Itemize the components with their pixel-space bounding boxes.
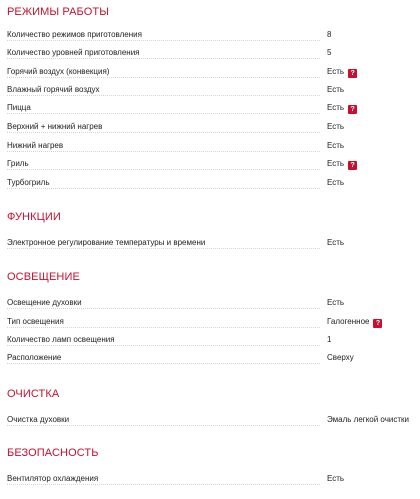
row-separator (7, 363, 320, 364)
spec-value: Есть ? (327, 159, 357, 170)
spec-label: Влажный горячий воздух (7, 85, 100, 94)
section-title: ФУНКЦИИ (7, 211, 61, 223)
help-icon[interactable]: ? (348, 161, 357, 170)
spec-label: Очистка духовки (7, 415, 70, 424)
spec-label: Вентилятор охлаждения (7, 474, 99, 483)
spec-value: Есть (327, 238, 345, 247)
section-title: РЕЖИМЫ РАБОТЫ (7, 6, 110, 18)
spec-row (0, 353, 420, 367)
help-icon[interactable]: ? (348, 69, 357, 78)
row-separator (7, 40, 320, 41)
spec-value: Есть (327, 298, 345, 307)
spec-row (0, 415, 420, 429)
spec-value: Сверху (327, 353, 354, 362)
spec-row (0, 103, 420, 117)
section-title: ОСВЕЩЕНИЕ (7, 271, 80, 283)
row-separator (7, 308, 320, 309)
spec-label: Тип освещения (7, 317, 64, 326)
spec-row (0, 141, 420, 155)
spec-row (0, 238, 420, 252)
help-icon[interactable]: ? (373, 319, 382, 328)
row-separator (7, 425, 320, 426)
row-separator (7, 169, 320, 170)
spec-value: Есть ? (327, 67, 357, 78)
row-separator (7, 58, 320, 59)
section-title: БЕЗОПАСНОСТЬ (7, 447, 99, 459)
row-separator (7, 151, 320, 152)
spec-row (0, 30, 420, 44)
spec-value: Есть (327, 85, 345, 94)
spec-row (0, 178, 420, 192)
spec-value: Есть ? (327, 103, 357, 114)
spec-label: Количество уровней приготовления (7, 48, 140, 57)
row-separator (7, 484, 320, 485)
spec-label: Нижний нагрев (7, 141, 64, 150)
row-separator (7, 188, 320, 189)
spec-row (0, 48, 420, 62)
row-separator (7, 95, 320, 96)
spec-row (0, 85, 420, 99)
spec-value: Есть (327, 474, 345, 483)
spec-label: Верхний + нижний нагрев (7, 122, 103, 131)
spec-row (0, 122, 420, 136)
spec-label: Количество ламп освещения (7, 335, 115, 344)
spec-label: Электронное регулирование температуры и времени (7, 238, 206, 247)
spec-label: Горячий воздух (конвекция) (7, 67, 110, 76)
spec-label: Пицца (7, 103, 31, 112)
spec-row (0, 159, 420, 173)
spec-row (0, 298, 420, 312)
spec-label: Турбогриль (7, 178, 50, 187)
spec-row (0, 67, 420, 81)
spec-value: 1 (327, 335, 332, 344)
spec-row (0, 474, 420, 488)
spec-value: Есть (327, 122, 345, 131)
spec-value: 5 (327, 48, 332, 57)
spec-value: Есть (327, 178, 345, 187)
spec-label: Освещение духовки (7, 298, 82, 307)
row-separator (7, 345, 320, 346)
row-separator (7, 113, 320, 114)
spec-label: Гриль (7, 159, 29, 168)
spec-value: 8 (327, 30, 332, 39)
spec-row (0, 317, 420, 331)
spec-label: Количество режимов приготовления (7, 30, 142, 39)
spec-value: Эмаль легкой очистки (327, 415, 409, 424)
spec-value: Галогенное ? (327, 317, 382, 328)
spec-row (0, 335, 420, 349)
row-separator (7, 132, 320, 133)
section-title: ОЧИСТКА (7, 388, 60, 400)
spec-value: Есть (327, 141, 345, 150)
row-separator (7, 248, 320, 249)
row-separator (7, 77, 320, 78)
row-separator (7, 327, 320, 328)
help-icon[interactable]: ? (348, 105, 357, 114)
spec-label: Расположение (7, 353, 62, 362)
